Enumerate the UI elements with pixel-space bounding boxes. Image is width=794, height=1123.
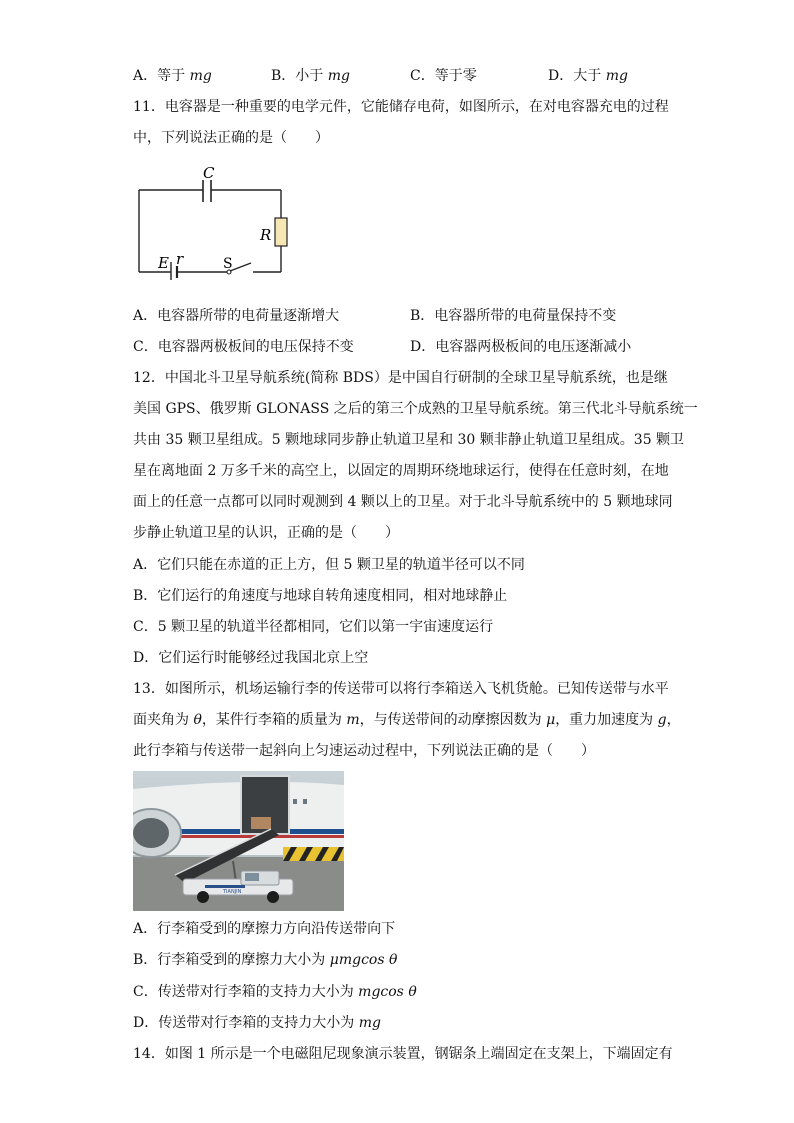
- q10-option-b: [271, 66, 350, 86]
- q10-option-a: [133, 66, 212, 86]
- q13-option-d-text: D．传送带对行李箱的支持力大小为: [133, 1015, 359, 1031]
- q12-option-d: D．它们运行时能够经过我国北京上空: [133, 650, 369, 666]
- q12-stem-line-2: 美国 GPS、俄罗斯 GLONASS 之后的第三个成熟的卫星导航系统。第三代北斗导航系统一: [133, 401, 698, 417]
- q13-option-d: [133, 1013, 381, 1033]
- q10-option-d: [548, 66, 628, 86]
- q12-stem-line-6: 步静止轨道卫星的认识，正确的是（ ）: [133, 525, 399, 541]
- q13-g: g: [657, 712, 667, 728]
- q11-option-d: D．电容器两极板间的电压逐渐减小: [410, 339, 632, 355]
- q13-m: m: [346, 712, 360, 728]
- q13-option-b-text: B．行李箱受到的摩擦力大小为: [133, 952, 330, 968]
- label-s: S: [223, 256, 233, 272]
- capacitor-circuit-diagram: [133, 160, 293, 280]
- q13-option-a: [133, 919, 395, 939]
- q11-option-a: A．电容器所带的电荷量逐渐增大: [133, 308, 340, 324]
- q13-stem-line-2: [133, 710, 681, 730]
- q12-option-b: B．它们运行的角速度与地球自转角速度相同，相对地球静止: [133, 588, 508, 604]
- q12-option-a: A．它们只能在赤道的正上方，但 5 颗卫星的轨道半径可以不同: [133, 557, 525, 573]
- q12-stem-line-1: 12．中国北斗卫星导航系统(简称 BDS）是中国自行研制的全球卫星导航系统，也是继: [133, 370, 668, 386]
- q10-option-d-prefix: D．大于: [548, 68, 606, 84]
- q10-option-c-prefix: C．等于零: [410, 68, 477, 84]
- q12-option-c: C．5 颗卫星的轨道半径都相同，它们以第一宇宙速度运行: [133, 619, 494, 635]
- q12-stem-line-3: 共由 35 颗卫星组成。5 颗地球同步静止轨道卫星和 30 颗非静止轨道卫星组成。35 颗卫: [133, 432, 685, 448]
- airport-conveyor-photo: [133, 771, 344, 911]
- q13-text-a: 面夹角为: [133, 712, 194, 728]
- q11-option-c: C．电容器两极板间的电压保持不变: [133, 339, 354, 355]
- q13-option-c: [133, 982, 417, 1002]
- q13-mu: μ: [546, 712, 556, 728]
- label-e: E: [158, 254, 169, 272]
- q13-option-d-expr: mg: [358, 1015, 381, 1031]
- q10-option-b-prefix: B．小于: [271, 68, 328, 84]
- q10-option-c: [410, 66, 477, 86]
- q13-text-b: ，某件行李箱的质量为: [201, 712, 347, 728]
- q14-stem-line-1: 14．如图 1 所示是一个电磁阻尼现象演示装置，钢锯条上端固定在支架上，下端固定有: [133, 1046, 673, 1062]
- q13-option-b-expr: μmgcos θ: [329, 952, 398, 968]
- q13-theta: θ: [193, 712, 202, 728]
- q11-option-b: B．电容器所带的电荷量保持不变: [410, 308, 617, 324]
- switch-blade: [230, 263, 251, 271]
- q13-option-a-text: A．行李箱受到的摩擦力方向沿传送带向下: [133, 921, 396, 937]
- q13-option-c-text: C．传送带对行李箱的支持力大小为: [133, 984, 359, 1000]
- q13-option-b: [133, 950, 397, 970]
- resistor: [275, 218, 287, 246]
- vehicle-lettering: TIANJIN: [223, 889, 242, 895]
- q10-option-a-prefix: A．等于: [133, 68, 190, 84]
- q13-text-d: ，重力加速度为: [555, 712, 658, 728]
- q13-option-c-expr: mgcos θ: [358, 984, 417, 1000]
- q12-stem-line-4: 星在离地面 2 万多千米的高空上，以固定的周期环绕地球运行，使得在任意时刻，在地: [133, 463, 669, 479]
- q12-stem-line-5: 面上的任意一点都可以同时观测到 4 颗以上的卫星。对于北斗导航系统中的 5 颗地球同: [133, 494, 673, 510]
- label-c: C: [203, 164, 215, 182]
- q10-option-b-var: mg: [327, 68, 350, 84]
- q13-text-e: ，: [666, 712, 681, 728]
- q10-option-d-var: mg: [605, 68, 628, 84]
- q13-stem-line-1: 13．如图所示，机场运输行李的传送带可以将行李箱送入飞机货舱。已知传送带与水平: [133, 681, 669, 697]
- label-internal-r: r: [176, 250, 184, 268]
- q11-stem-line-2: 中，下列说法正确的是（ ）: [133, 130, 329, 146]
- q11-stem-line-1: 11．电容器是一种重要的电学元件，它能储存电荷，如图所示，在对电容器充电的过程: [133, 99, 669, 115]
- q13-text-c: ，与传送带间的动摩擦因数为: [359, 712, 547, 728]
- label-r-resistor: R: [260, 226, 272, 244]
- q10-option-a-var: mg: [189, 68, 212, 84]
- q13-stem-line-3: 此行李箱与传送带一起斜向上匀速运动过程中，下列说法正确的是（ ）: [133, 743, 595, 759]
